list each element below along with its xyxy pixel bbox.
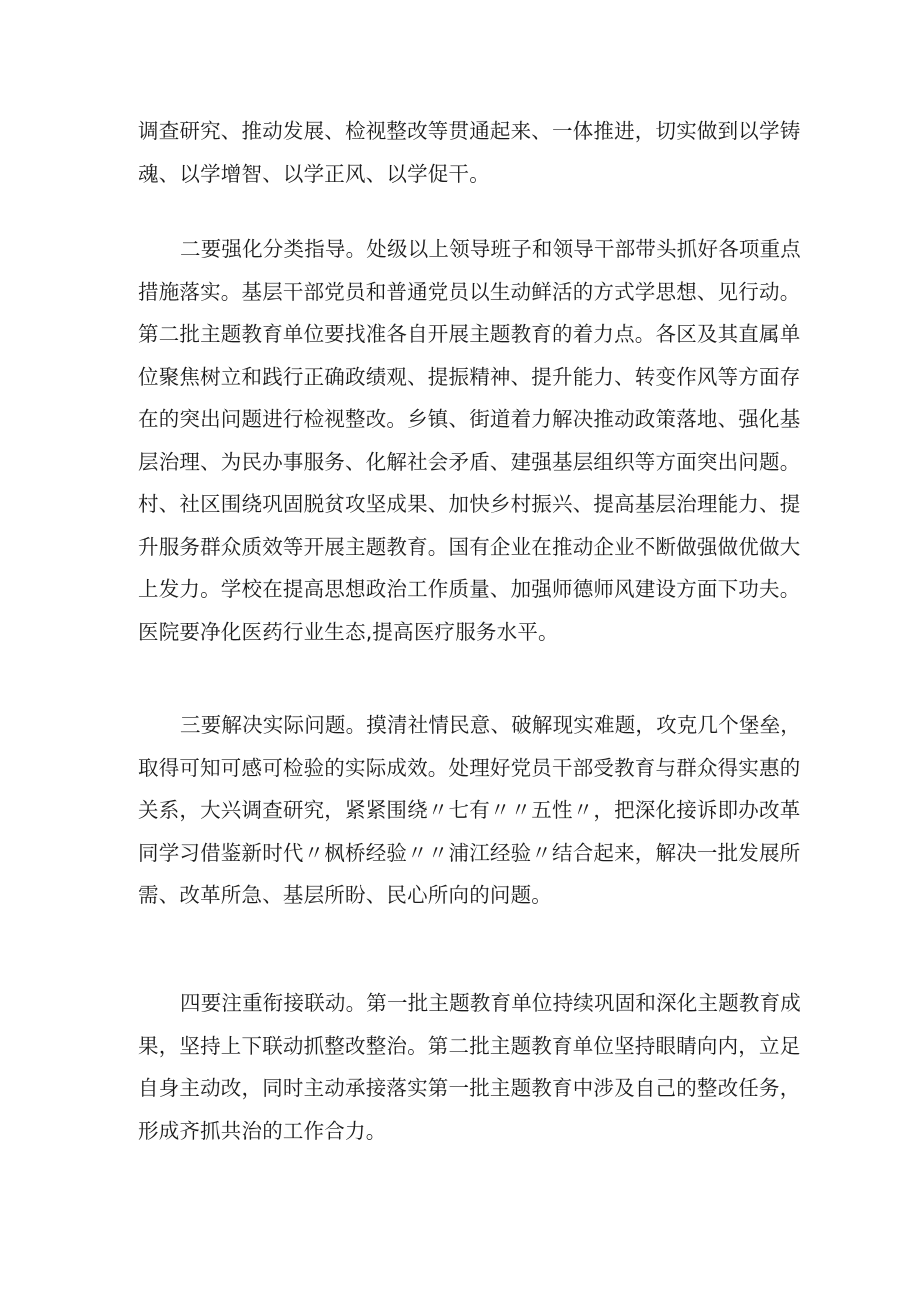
paragraph-2-line-10: 医院要净化医药行业生态,提高医疗服务水平。: [138, 619, 559, 644]
paragraph-1: [138, 110, 801, 195]
paragraph-3-line-5: 需、改革所急、基层所盼、民心所向的问题。: [138, 883, 552, 907]
paragraph-2-line-9: 上发力。学校在提高思想政治工作质量、加强师德师风建设方面下功夫。: [138, 577, 801, 601]
paragraph-1-line-1: 调查研究、推动发展、检视整改等贯通起来、一体推进，切实做到以学铸: [138, 119, 801, 143]
paragraph-2-line-1: 二要强化分类指导。处级以上领导班子和领导干部带头抓好各项重点: [180, 237, 801, 261]
paragraph-3-line-2: 取得可知可感可检验的实际成效。处理好党员干部受教育与群众得实惠的: [138, 755, 801, 780]
paragraph-3-line-4: 同学习借鉴新时代〃枫桥经验〃〃浦江经验〃结合起来，解决一批发展所: [138, 840, 801, 865]
paragraph-2-line-2: 措施落实。基层干部党员和普通党员以生动鲜活的方式学思想、见行动。: [138, 279, 801, 304]
paragraph-2-line-4: 位聚焦树立和践行正确政绩观、提振精神、提升能力、转变作风等方面存: [138, 364, 801, 389]
paragraph-4: [138, 982, 801, 1152]
paragraph-3: [138, 704, 801, 917]
paragraph-2: [138, 228, 801, 653]
paragraph-1-line-2: 魂、以学增智、以学正风、以学促干。: [138, 161, 490, 186]
paragraph-2-line-7: 村、社区围绕巩固脱贫攻坚成果、加快乡村振兴、提高基层治理能力、提: [138, 492, 801, 516]
paragraph-2-line-3: 第二批主题教育单位要找准各自开展主题教育的着力点。各区及其直属单: [138, 322, 801, 346]
paragraph-3-line-1: 三要解决实际问题。摸清社情民意、破解现实难题，攻克几个堡垒，: [180, 713, 801, 737]
paragraph-2-line-6: 层治理、为民办事服务、化解社会矛盾、建强基层组织等方面突出问题。: [138, 449, 801, 474]
paragraph-4-line-3: 自身主动改，同时主动承接落实第一批主题教育中涉及自己的整改任务，: [138, 1076, 801, 1100]
paragraph-4-line-4: 形成齐抓共治的工作合力。: [138, 1118, 387, 1143]
paragraph-4-line-1: 四要注重衔接联动。第一批主题教育单位持续巩固和深化主题教育成: [180, 991, 801, 1015]
paragraph-2-line-8: 升服务群众质效等开展主题教育。国有企业在推动企业不断做强做优做大: [138, 534, 801, 559]
paragraph-4-line-2: 果，坚持上下联动抓整改整治。第二批主题教育单位坚持眼睛向内，立足: [138, 1033, 801, 1058]
paragraph-3-line-3: 关系，大兴调查研究，紧紧围绕〃七有〃〃五性〃，把深化接诉即办改革: [138, 798, 801, 822]
paragraph-2-line-5: 在的突出问题进行检视整改。乡镇、街道着力解决推动政策落地、强化基: [138, 407, 801, 431]
